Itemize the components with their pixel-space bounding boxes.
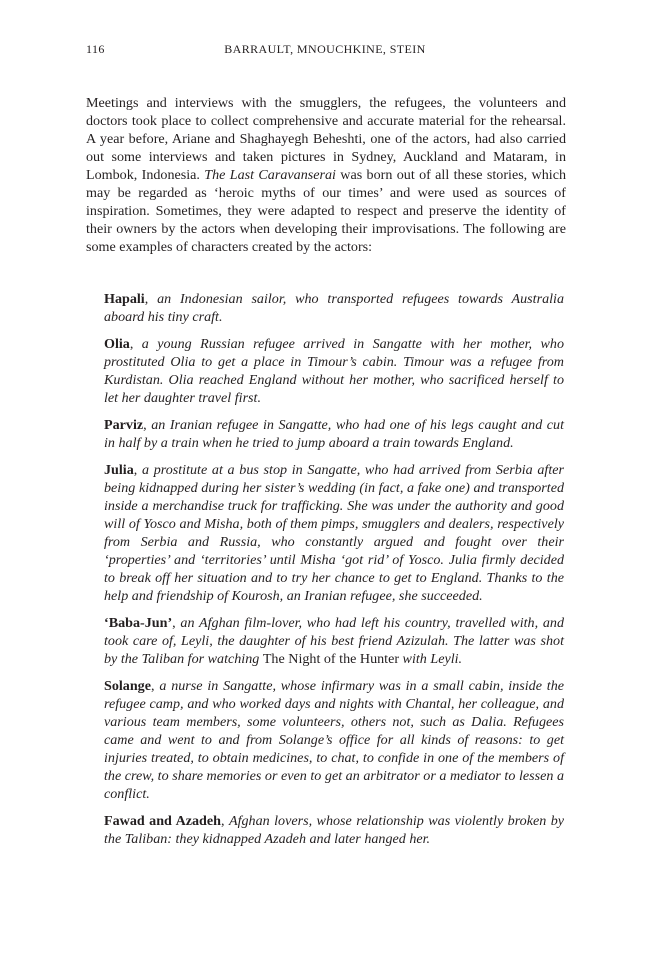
separator: ,: [172, 615, 181, 631]
character-description: an Iranian refugee in Sangatte, who had one of his legs caught and cut in half by a train when he tried to jump aboard a train towards England.: [104, 417, 565, 451]
separator: ,: [144, 291, 158, 307]
character-description: an Afghan film-lover, who had left his country, travelled with, and took care of, Leyli, the daughter of his best friend Azizulah. The latter was shot by the Taliban for watching: [104, 615, 564, 667]
character-name: Parviz: [104, 417, 144, 433]
intro-text-start: Meetings and interviews with the smugglers, the refugees, the volunteers and doctors took place to collect comprehensive and accurate material for the rehearsal. A year before, Ariane and Shaghayegh Beheshti, one of the actors, had also carried out some interviews and taken pictures in Sydney, Auckland and Mataram, in Lombok, Indonesia.: [86, 95, 566, 183]
character-entry-julia: [104, 461, 564, 605]
character-entry-olia: [104, 335, 564, 407]
character-name: Hapali: [104, 291, 145, 307]
separator: ,: [133, 462, 142, 478]
film-title: The Night of the Hunter: [262, 651, 400, 667]
page-number: 116: [86, 42, 105, 56]
character-entry-fawad-azadeh: [104, 812, 564, 848]
character-name: ‘Baba-Jun’: [104, 615, 173, 631]
character-description-end: with Leyli.: [399, 651, 463, 667]
character-entry-baba-jun: [104, 614, 564, 668]
separator: ,: [151, 678, 160, 694]
character-list: [104, 290, 564, 857]
character-name: Julia: [104, 462, 134, 478]
separator: ,: [220, 813, 229, 829]
separator: ,: [143, 417, 152, 433]
character-name: Fawad and Azadeh: [104, 813, 221, 829]
character-entry-parviz: [104, 416, 564, 452]
character-name: Solange: [104, 678, 151, 694]
character-description: a prostitute at a bus stop in Sangatte, who had arrived from Serbia after being kidnapped during her sister’s wedding (in fact, a fake one) and transported inside a merchandise truck for trafficking. She was under the authority and good will of Yosco and Misha, both of them pimps, smugglers and dealers, respectively from Serbia and Russia, who constantly argued and fought over their ‘properties’ and ‘territories’ until Misha ‘got rid’ of Yosco. Julia firmly decided to break off her situation and to try her chance to get to England. Thanks to the help and friendship of Kourosh, an Iranian refugee, she succeeded.: [104, 462, 565, 604]
character-entry-hapali: [104, 290, 564, 326]
character-description: an Indonesian sailor, who transported refugees towards Australia aboard his tiny craft.: [104, 291, 564, 325]
running-head: BARRAULT, MNOUCHKINE, STEIN: [224, 42, 426, 56]
character-description: a young Russian refugee arrived in Sangatte with her mother, who prostituted Olia to get a place in Timour’s cabin. Timour was a refugee from Kurdistan. Olia reached England without her mother, who sacrificed herself to let her daughter travel first.: [104, 336, 564, 406]
play-title: The Last Caravanserai: [204, 167, 336, 183]
character-description: a nurse in Sangatte, whose infirmary was in a small cabin, inside the refugee camp, and who worked days and nights with Chantal, her colleague, and various team members, some volunteers, others not, such as Dalia. Refugees came and went to and from Solange’s office for all kinds of reasons: to get injuries treated, to obtain medicines, to chat, to confide in one of the members of the crew, to share memories or even to get an arbitrator or a mediator to lessen a conflict.: [104, 678, 564, 802]
intro-paragraph: [86, 94, 566, 256]
character-description: Afghan lovers, whose relationship was violently broken by the Taliban: they kidnapped Azadeh and later hanged her.: [104, 813, 565, 847]
separator: ,: [129, 336, 142, 352]
intro-text-end: was born out of all these stories, which may be regarded as ‘heroic myths of our times’ and were used as sources of inspiration. Sometimes, they were adapted to respect and preserve the identity of their owners by the actors when developing their improvisations. The following are some examples of characters created by the actors:: [86, 167, 566, 255]
character-entry-solange: [104, 677, 564, 803]
character-name: Olia: [104, 336, 130, 352]
